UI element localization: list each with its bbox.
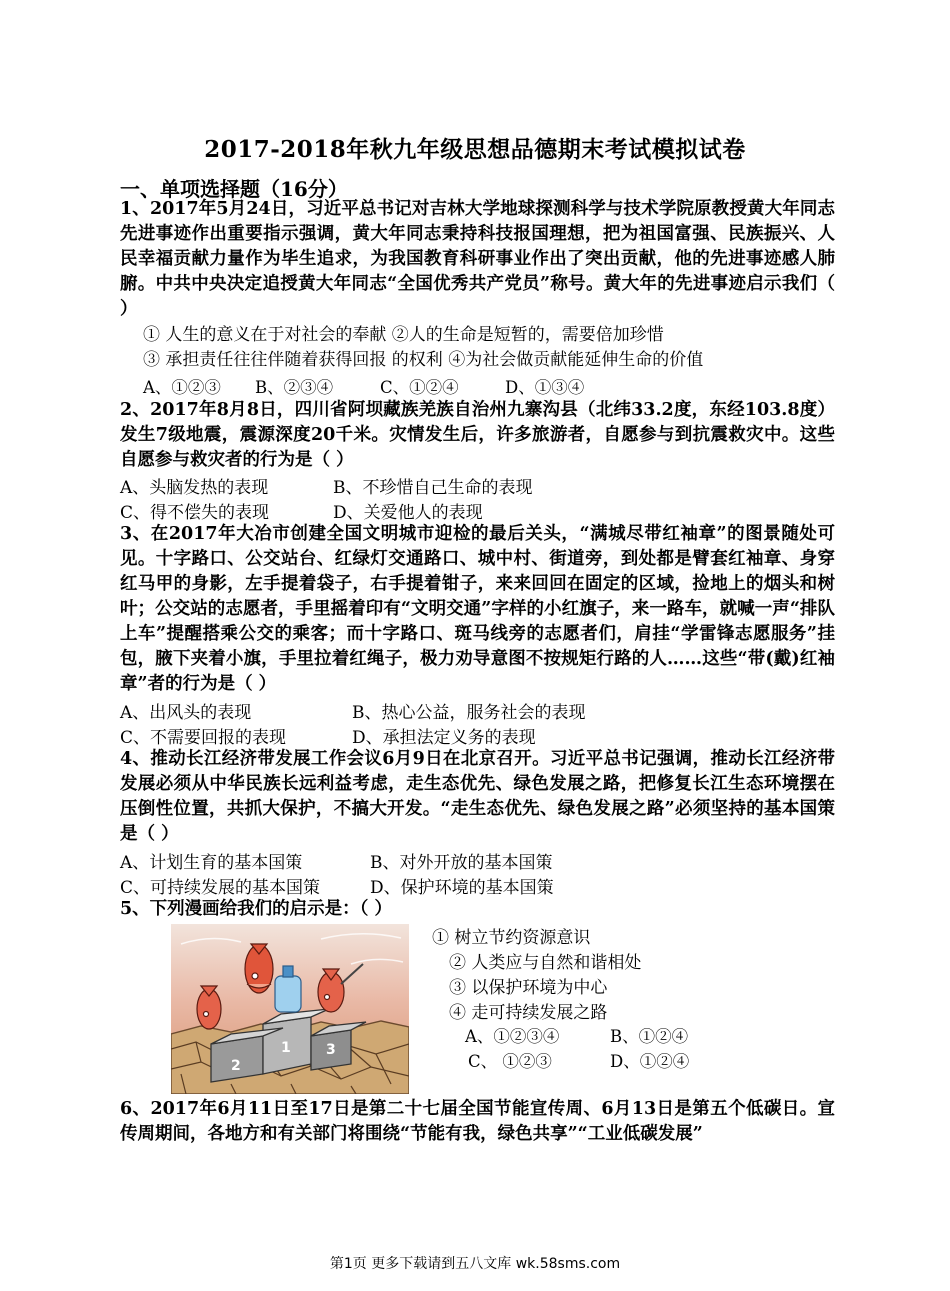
question-5-answer-c: C、 ①②③	[468, 1052, 552, 1071]
question-5-stem: 5、下列漫画给我们的启示是：（ ）	[120, 899, 393, 919]
question-3-option-b: B、热心公益，服务社会的表现	[352, 703, 586, 723]
question-1-answer-c: C、①②④	[380, 378, 459, 397]
question-5-answer-a: A、①②③④	[465, 1027, 560, 1046]
question-5-answer-b: B、①②④	[610, 1027, 689, 1046]
page-footer: 第1页 更多下载请到五八文库 wk.58sms.com	[329, 1256, 621, 1272]
question-4-option-d: D、保护环境的基本国策	[370, 878, 554, 898]
question-5-item-1: ① 树立节约资源意识	[432, 928, 591, 948]
cartoon-illustration	[171, 924, 409, 1094]
question-2-option-c: C、得不偿失的表现	[120, 503, 270, 523]
question-1-items-line1: ① 人生的意义在于对社会的奉献 ②人的生命是短暂的，需要倍加珍惜	[143, 325, 664, 345]
question-1-answer-b: B、②③④	[255, 378, 334, 397]
question-4-option-c: C、可持续发展的基本国策	[120, 878, 321, 898]
podium-label-1: 1	[281, 1040, 291, 1056]
question-5-answer-d: D、①②④	[610, 1052, 690, 1071]
question-2-option-a: A、头脑发热的表现	[120, 478, 269, 498]
section-heading: 一、单项选择题（16分）	[120, 177, 348, 201]
question-3-stem: 3、在2017年大冶市创建全国文明城市迎检的最后关头，“满城尽带红袖章”的图景随处可见。十字路口、公交站台、红绿灯交通路口、城中村、街道旁，到处都是臂套红袖章、身穿红马甲的身影，左手提着袋子，右手提着钳子，来来回回在固定的区域，捡地上的烟头和树叶；公交站的志愿者，手里摇着印有“文明交通”字样的小红旗子，来一路车，就喊一声“排队上车”提醒搭乘公交的乘客；而十字路口、斑马线旁的志愿者们，肩挂“学雷锋志愿服务”挂包，腋下夹着小旗，手里拉着红绳子，极力劝导意图不按规矩行路的人……这些“带(戴)红袖章”者的行为是（ ）	[120, 524, 835, 694]
question-1-stem: 1、2017年5月24日，习近平总书记对吉林大学地球探测科学与技术学院原教授黄大年同志先进事迹作出重要指示强调，黄大年同志秉持科技报国理想，把为祖国富强、民族振兴、人民幸福贡献力量作为毕生追求，为我国教育科研事业作出了突出贡献，他的先进事迹感人肺腑。中共中央决定追授黄大年同志“全国优秀共产党员”称号。黄大年的先进事迹启示我们（ ）	[120, 199, 835, 319]
question-4-stem: 4、推动长江经济带发展工作会议6月9日在北京召开。习近平总书记强调，推动长江经济带发展必须从中华民族长远利益考虑，走生态优先、绿色发展之路，把修复长江生态环境摆在压倒性位置，共抓大保护，不搞大开发。“走生态优先、绿色发展之路”必须坚持的基本国策是（ ）	[120, 749, 835, 844]
question-3-option-a: A、出风头的表现	[120, 703, 252, 723]
question-4-option-b: B、对外开放的基本国策	[370, 853, 553, 873]
exam-title: 2017-2018年秋九年级思想品德期末考试模拟试卷	[204, 136, 746, 163]
question-2-option-b: B、不珍惜自己生命的表现	[333, 478, 533, 498]
question-1-answer-d: D、①③④	[505, 378, 585, 397]
question-3-option-d: D、承担法定义务的表现	[352, 728, 536, 748]
question-2-option-d: D、关爱他人的表现	[333, 503, 483, 523]
question-5-item-2: ② 人类应与自然和谐相处	[449, 953, 642, 973]
podium-label-2: 2	[231, 1058, 241, 1074]
question-2-stem: 2、2017年8月8日，四川省阿坝藏族羌族自治州九寨沟县（北纬33.2度，东经103.8度）发生7级地震，震源深度20千米。灾情发生后，许多旅游者，自愿参与到抗震救灾中。这些自愿参与救灾者的行为是（ ）	[120, 400, 835, 470]
question-3-option-c: C、不需要回报的表现	[120, 728, 287, 748]
question-5-item-4: ④ 走可持续发展之路	[449, 1003, 608, 1023]
question-4-option-a: A、计划生育的基本国策	[120, 853, 303, 873]
question-5-item-3: ③ 以保护环境为中心	[449, 978, 608, 998]
podium-label-3: 3	[326, 1042, 336, 1058]
question-1-answer-a: A、①②③	[143, 378, 221, 397]
question-1-items-line2: ③ 承担责任往往伴随着获得回报 的权利 ④为社会做贡献能延伸生命的价值	[143, 350, 704, 370]
question-6-stem: 6、2017年6月11日至17日是第二十七届全国节能宣传周、6月13日是第五个低碳日。宣传周期间，各地方和有关部门将围绕“节能有我，绿色共享”“工业低碳发展”	[120, 1099, 835, 1144]
